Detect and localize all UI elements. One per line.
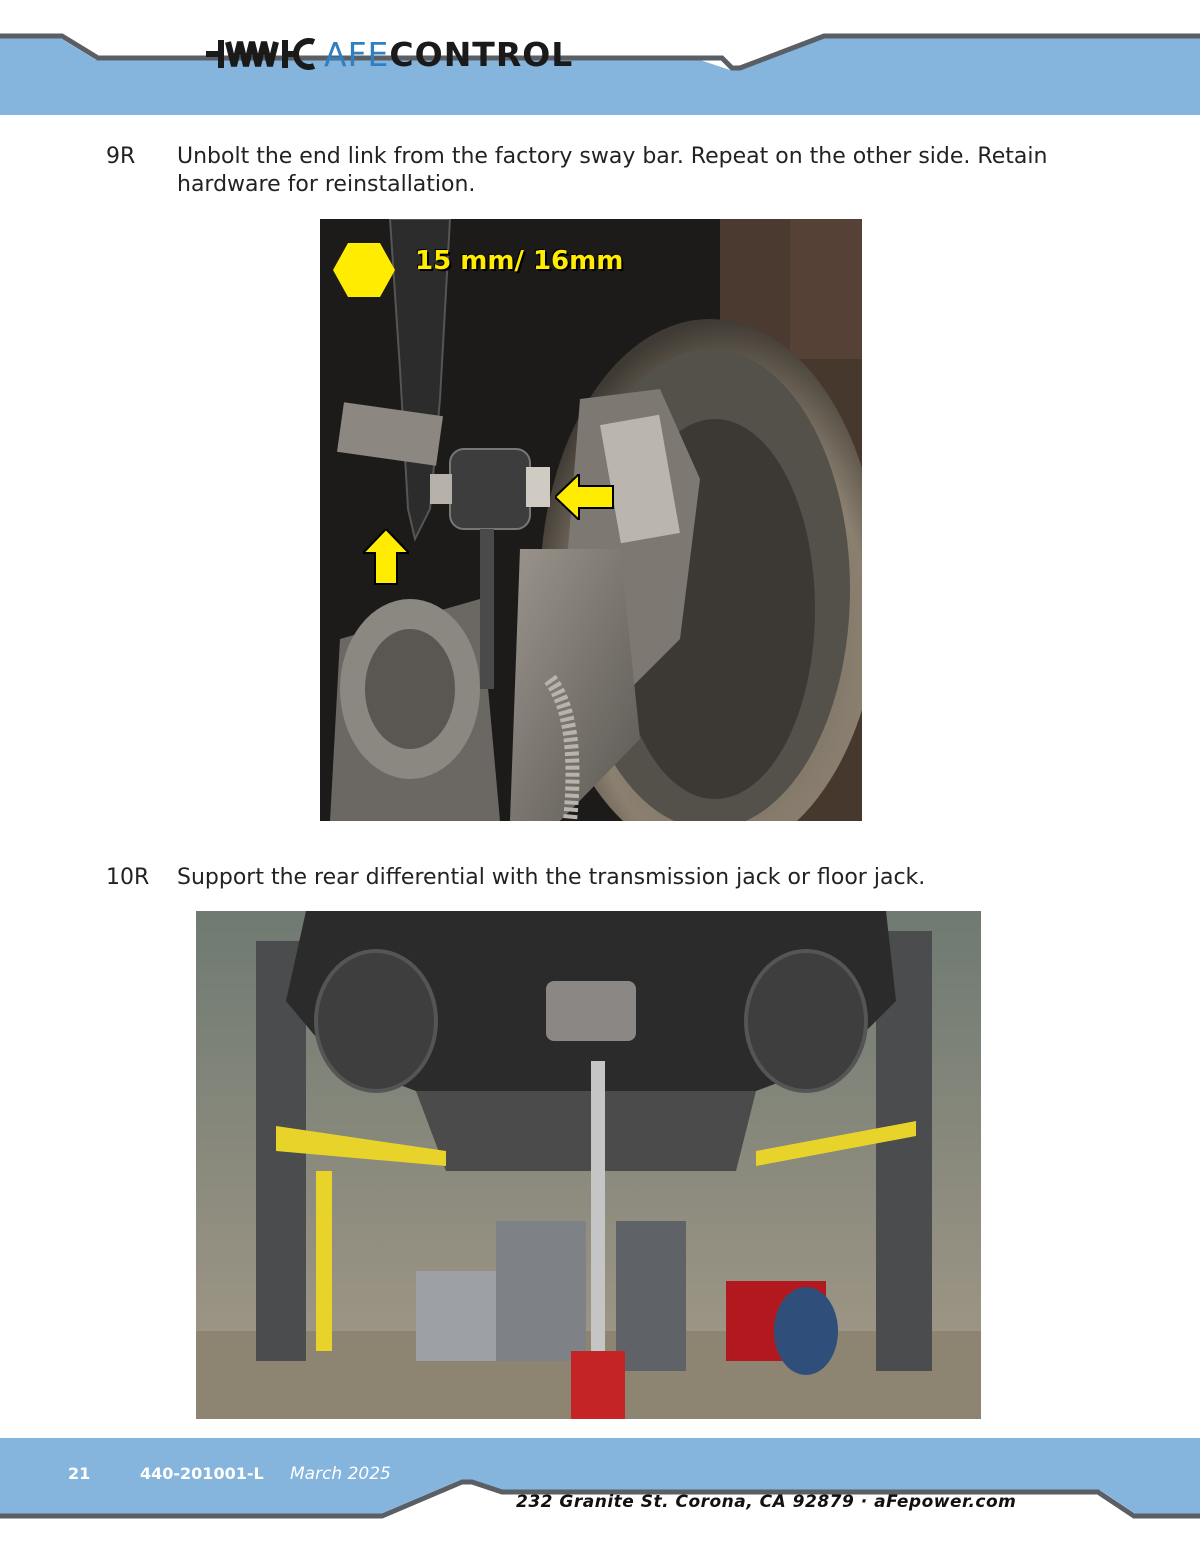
- rear-differential-jack-photo: [196, 911, 981, 1419]
- step-number: 9R: [106, 144, 136, 169]
- shock-logo-icon: [206, 36, 316, 72]
- afe-control-logo: [206, 34, 573, 74]
- step-text: Unbolt the end link from the factory sway bar. Repeat on the other side. Retain hardware for reinstallation.: [177, 144, 1048, 197]
- step-text: Support the rear differential with the transmission jack or floor jack.: [177, 865, 926, 890]
- arrow-up-icon: [363, 529, 409, 585]
- hex-wrench-icon: [332, 241, 396, 299]
- step-10r: [0, 864, 1200, 894]
- header-band: [0, 0, 1200, 115]
- arrow-left-icon: [555, 474, 615, 520]
- company-address: 232 Granite St. Corona, CA 92879 · aFepower.com: [516, 1492, 1017, 1512]
- step-9r: [0, 143, 1200, 203]
- end-link-illustration: [320, 219, 862, 821]
- part-number: 440-201001-L: [140, 1464, 264, 1483]
- sway-bar-end-link-photo: [320, 219, 862, 821]
- step-number: 10R: [106, 865, 150, 890]
- wrench-size-callout: 15 mm/ 16mm: [415, 246, 624, 276]
- revision-date: March 2025: [290, 1464, 391, 1484]
- brand-prefix: AFE: [324, 34, 390, 74]
- lift-illustration: [196, 911, 981, 1419]
- brand-suffix: CONTROL: [389, 34, 574, 74]
- page-header: [0, 0, 1200, 115]
- page-number: 21: [68, 1464, 91, 1483]
